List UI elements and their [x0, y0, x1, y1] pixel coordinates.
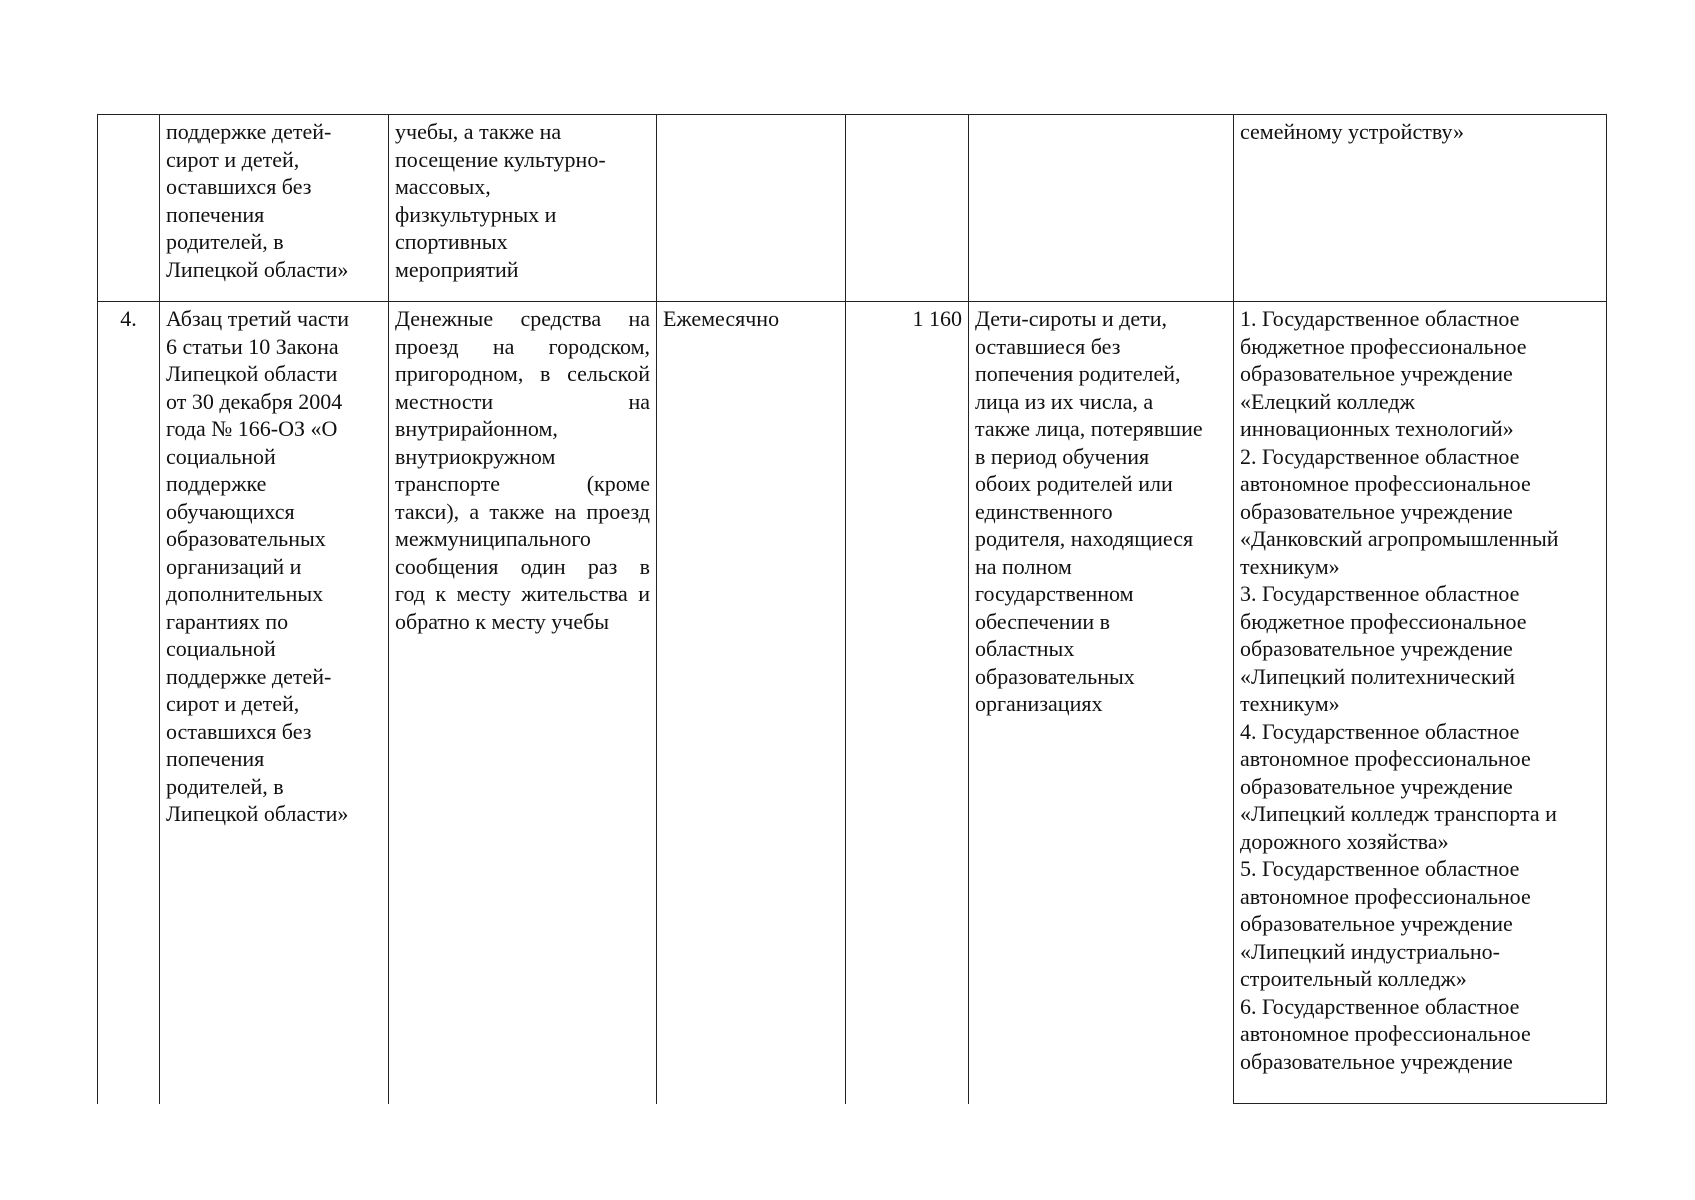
row-number-cell: 4. [98, 302, 160, 1104]
cell-text-line: обеспечении в [975, 608, 1111, 634]
cell-text-line: бюджетное профессиональное [1240, 608, 1527, 634]
cell-text-line: техникум» [1240, 553, 1340, 579]
cell-text-line: «Липецкий политехнический [1240, 663, 1515, 689]
cell-text-line: год к месту жительства и [395, 581, 650, 606]
cell-text-line: межмуниципального [395, 526, 591, 551]
cell-text-line: посещение культурно- [395, 146, 606, 172]
cell-text-line: 6 статьи 10 Закона [166, 333, 339, 359]
cell-text-line: сирот и детей, [166, 146, 300, 172]
cell-text-line: Денежные средства на [395, 306, 650, 331]
cell-text-line: образовательное учреждение [1240, 498, 1513, 524]
cell-text-line: родителей, в [166, 773, 284, 799]
cell-text-line: транспорте (кроме [395, 471, 650, 496]
cell-text-line: инновационных технологий» [1240, 416, 1514, 441]
cell-text-line: автономное профессиональное [1240, 746, 1531, 771]
cell-text-line: попечения родителей, [975, 361, 1181, 386]
cell-text-line: Липецкой области [166, 361, 338, 386]
legal-basis-cell [160, 115, 389, 302]
cell-text-line: в период обучения [975, 443, 1150, 469]
cell-text-line: сообщения один раз в [395, 553, 650, 579]
cell-text-line: учебы, а также на [395, 119, 562, 144]
cell-text-line: поддержке детей- [166, 663, 332, 689]
cell-text-line: поддержке детей- [166, 119, 332, 144]
cell-text-line: образовательное учреждение [1240, 911, 1513, 936]
cell-text-line: 2. Государственное областное [1240, 443, 1520, 469]
cell-text-line: такси), а также на проезд [395, 498, 650, 524]
cell-text-line: областных [975, 636, 1075, 661]
cell-text-line: Абзац третий части [166, 306, 349, 331]
frequency-cell: Ежемесячно [657, 302, 846, 1104]
cell-text-line: обучающихся [166, 498, 295, 524]
cell-text-line: внутриокружном [395, 443, 556, 469]
cell-text-line: государственном [975, 581, 1134, 606]
cell-text-line: автономное профессиональное [1240, 471, 1531, 496]
cell-text-line: единственного [975, 498, 1113, 524]
description-cell [389, 115, 657, 302]
cell-text-line: Дети-сироты и дети, [975, 306, 1168, 331]
cell-text-line: Липецкой области» [166, 801, 349, 826]
cell-text-line: организаций и [166, 553, 302, 579]
cell-text-line: дополнительных [166, 581, 324, 606]
cell-text-line: семейному устройству» [1240, 119, 1465, 144]
cell-text-line: мероприятий [395, 256, 519, 282]
recipients-cell [969, 302, 1234, 1104]
cell-text-line: физкультурных и [395, 201, 557, 227]
cell-text-line: сирот и детей, [166, 691, 300, 716]
organizations-cell [1234, 115, 1607, 302]
cell-text-line: «Липецкий колледж транспорта и [1240, 801, 1557, 826]
cell-text-line: 4. Государственное областное [1240, 718, 1520, 744]
cell-text-line: техникум» [1240, 691, 1340, 716]
cell-text-line: образовательных [975, 663, 1135, 689]
amount-cell [846, 115, 969, 302]
row-number-cell [98, 115, 160, 302]
cell-text-line: образовательное учреждение [1240, 773, 1513, 799]
cell-text-line: «Елецкий колледж [1240, 388, 1415, 414]
cell-text-line: спортивных [395, 229, 508, 254]
cell-text-line: обоих родителей или [975, 471, 1173, 496]
cell-text-line: автономное профессиональное [1240, 1021, 1531, 1046]
description-cell [389, 302, 657, 1104]
cell-text-line: образовательное учреждение [1240, 636, 1513, 661]
cell-text-line: дорожного хозяйства» [1240, 828, 1449, 854]
cell-text-line: 3. Государственное областное [1240, 581, 1520, 606]
cell-text-line: года № 166-ОЗ «О [166, 416, 338, 441]
cell-text-line: 5. Государственное областное [1240, 856, 1520, 881]
cell-text-line: организациях [975, 691, 1103, 716]
cell-text-line: гарантиях по [166, 608, 289, 634]
cell-text-line: оставшихся без [166, 718, 312, 744]
cell-text-line: массовых, [395, 174, 491, 199]
table-row [98, 302, 1607, 1104]
cell-text-line: оставшихся без [166, 174, 312, 199]
cell-text-line: пригородном, в сельской [395, 361, 650, 386]
table-row [98, 115, 1607, 302]
cell-text-line: «Данковский агропромышленный [1240, 526, 1559, 551]
cell-text-line: родителей, в [166, 229, 284, 254]
cell-text-line: образовательное учреждение [1240, 1048, 1513, 1074]
cell-text-line: социальной [166, 636, 276, 661]
cell-text-line: обратно к месту учебы [395, 608, 610, 634]
cell-text-line: попечения [166, 746, 265, 771]
cell-text-line: от 30 декабря 2004 [166, 388, 343, 414]
recipients-cell [969, 115, 1234, 302]
cell-text-line: лица из их числа, а [975, 388, 1154, 414]
cell-text-line: 6. Государственное областное [1240, 993, 1520, 1019]
legal-basis-cell [160, 302, 389, 1104]
cell-text-line: внутрирайонном, [395, 416, 558, 441]
cell-text-line: на полном [975, 553, 1072, 579]
cell-text-line: поддержке [166, 471, 267, 496]
cell-text-line: образовательных [166, 526, 326, 551]
cell-text-line: попечения [166, 201, 265, 227]
cell-text-line: местности на [395, 388, 650, 414]
benefits-table [97, 114, 1607, 1104]
organizations-cell [1234, 302, 1607, 1104]
cell-text-line: также лица, потерявшие [975, 416, 1203, 441]
cell-text-line: оставшиеся без [975, 333, 1121, 359]
frequency-cell [657, 115, 846, 302]
amount-cell: 1 160 [846, 302, 969, 1104]
cell-text-line: 1. Государственное областное [1240, 306, 1520, 331]
cell-text-line: бюджетное профессиональное [1240, 333, 1527, 359]
cell-text-line: проезд на городском, [395, 333, 650, 359]
cell-text-line: родителя, находящиеся [975, 526, 1194, 551]
cell-text-line: Липецкой области» [166, 256, 349, 282]
cell-text-line: «Липецкий индустриально- [1240, 938, 1500, 964]
cell-text-line: автономное профессиональное [1240, 883, 1531, 909]
cell-text-line: строительный колледж» [1240, 966, 1467, 991]
cell-text-line: образовательное учреждение [1240, 361, 1513, 386]
cell-text-line: социальной [166, 443, 276, 469]
